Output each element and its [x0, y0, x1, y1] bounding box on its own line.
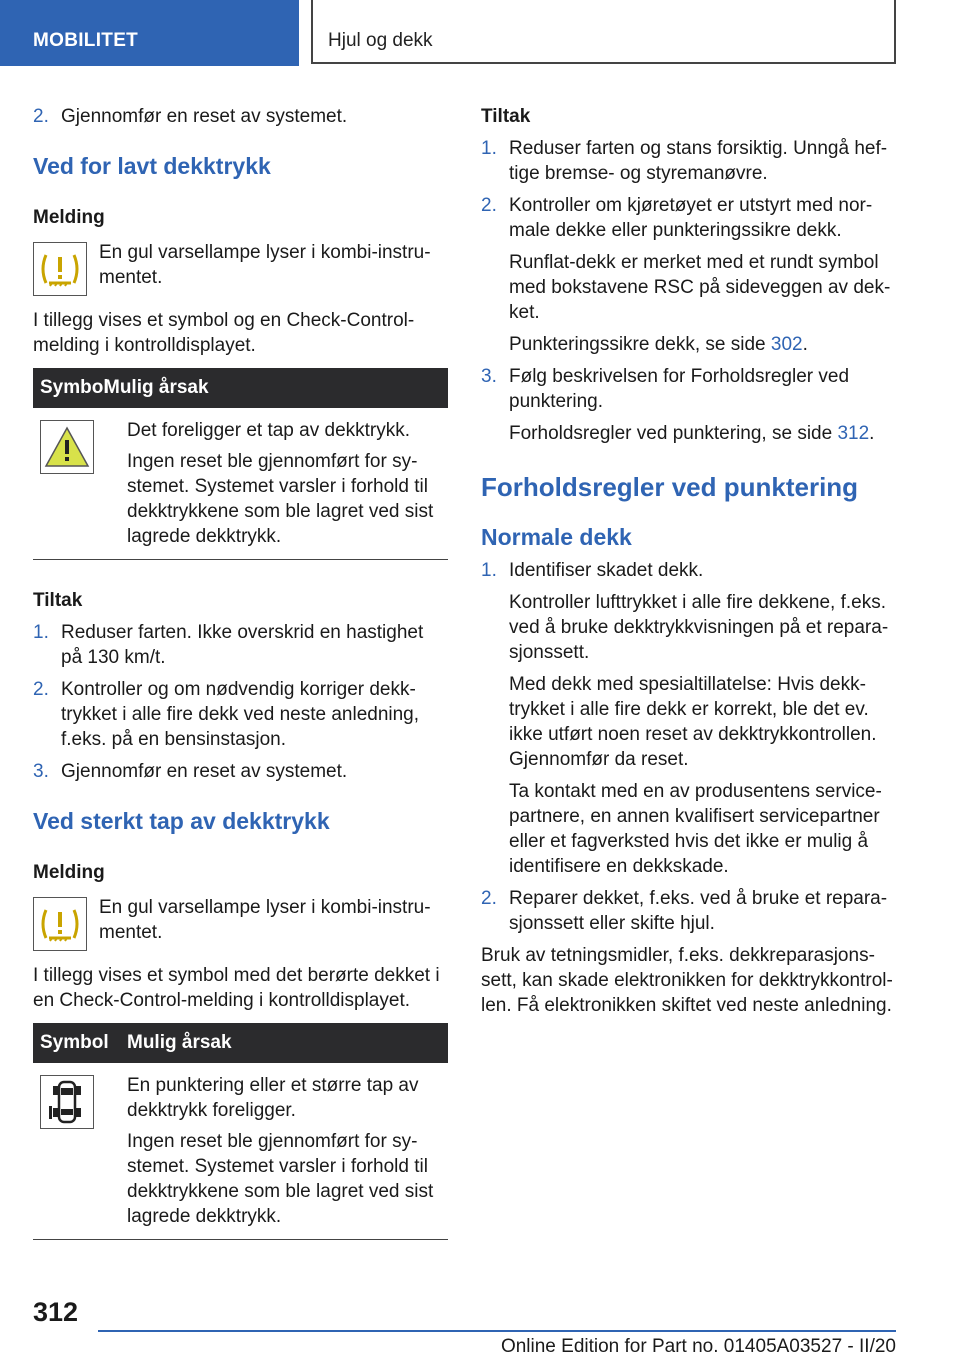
list-text: Kontroller om kjøretøyet er utstyrt med nor-male dekke eller punkteringssikre dekk. [509, 195, 873, 241]
list-item [33, 677, 448, 752]
strong-loss-heading: Ved sterkt tap av dekktrykk [33, 808, 330, 834]
list-text: Reduser farten og stans forsiktig. Unngå hef-tige bremse- og styremanøvre. [509, 138, 888, 184]
table-col-cause: Mulig årsak [127, 1032, 232, 1053]
list-number: 2. [481, 195, 497, 216]
list-number: 1. [33, 622, 49, 643]
left-column [33, 100, 448, 1240]
melding-label: Melding [33, 862, 105, 883]
list-number: 3. [481, 366, 497, 387]
list-item [481, 558, 896, 583]
melding-extra: I tillegg vises et symbol med det berørte dekket i en Check-Control-melding i kontrolldisplayet. [33, 965, 440, 1011]
page-header [0, 0, 960, 66]
tire-pressure-warning-icon [33, 242, 87, 296]
list-item [481, 136, 896, 186]
cause-text: Det foreligger et tap av dekktrykk. [127, 420, 411, 441]
table-col-symbol: Symbol [40, 1032, 109, 1053]
tiltak-list [33, 620, 448, 784]
list-text: Reduser farten. Ikke overskrid en hastighet på 130 km/t. [61, 622, 424, 668]
topic-tab: Hjul og dekk [311, 0, 896, 64]
footer-divider [98, 1330, 896, 1332]
warning-notice [33, 895, 448, 951]
right-column [481, 100, 896, 1018]
closing-paragraph: Bruk av tetningsmidler, f.eks. dekkreparasjons-sett, kan skade elektronikken for dekktrykkontrol-len. Få elektronikken skiftet ved neste anledning. [481, 945, 893, 1016]
step-note: Med dekk med spesialtillatelse: Hvis dekk-trykket i alle fire dekk er korrekt, ble det ev. ikke utført noen reset av dekktrykkontrollen. Gjennomfør da reset. [509, 674, 877, 770]
melding-label: Melding [33, 207, 105, 228]
list-item [33, 759, 448, 784]
melding-extra: I tillegg vises et symbol og en Check-Control-melding i kontrolldisplayet. [33, 310, 415, 356]
list-text: Kontroller og om nødvendig korriger dekk-trykket i alle fire dekk ved neste anledning, f.eks. på en bensinstasjon. [61, 679, 420, 750]
list-item [33, 620, 448, 670]
edition-note: Online Edition for Part no. 01405A03527 - II/20 [500, 1336, 896, 1357]
table-row [33, 1063, 448, 1240]
low-pressure-heading: Ved for lavt dekktrykk [33, 153, 271, 179]
table-row [33, 408, 448, 560]
list-number: 2. [481, 888, 497, 909]
page-number: 312 [33, 1297, 79, 1327]
main-heading: Forholdsregler ved punktering [481, 472, 859, 502]
list-text: Reparer dekket, f.eks. ved å bruke et repara-sjonssett eller skifte hjul. [509, 888, 888, 934]
page-link[interactable]: 312 [837, 423, 870, 444]
list-item [481, 193, 896, 243]
tiltak-label: Tiltak [481, 106, 531, 127]
tiltak-label: Tiltak [33, 590, 83, 611]
cause-text: Ingen reset ble gjennomført for sy-stemet. Systemet varsler i forhold til dekktrykkene som ble lagret ved sist lagrede dekktrykk. [127, 1131, 434, 1227]
step-note: Kontroller lufttrykket i alle fire dekkene, f.eks. ved å bruke dekktrykkvisningen på et repara-sjonssett. [509, 592, 889, 663]
table-header [33, 1023, 448, 1063]
list-text: Identifiser skadet dekk. [509, 560, 704, 581]
list-number: 2. [33, 106, 49, 127]
car-flat-tire-icon [40, 1075, 94, 1129]
list-item [481, 364, 896, 414]
tire-pressure-warning-icon [33, 897, 87, 951]
list-item [481, 886, 896, 936]
cross-reference: Forholdsregler ved punktering, se side 312. [509, 423, 875, 444]
section-tab: MOBILITET [0, 0, 299, 66]
list-number: 1. [481, 560, 497, 581]
list-number: 2. [33, 679, 49, 700]
list-number: 1. [481, 138, 497, 159]
step-note: Runflat-dekk er merket med et rundt symbol med bokstavene RSC på sideveggen av dek-ket. [509, 252, 891, 323]
page-link[interactable]: 302 [770, 334, 803, 355]
cause-text: En punktering eller et større tap av dekktrykk foreligger. [127, 1075, 419, 1121]
melding-text: En gul varsellampe lyser i kombi-instru-mentet. [99, 242, 431, 288]
list-item [33, 104, 448, 129]
step-note: Ta kontakt med en av produsentens service-partnere, en annen kvalifisert servicepartner eller et fagverksted hvis det ikke er mulig å identifisere en dekkskade. [509, 781, 882, 877]
cross-reference: Punkteringssikre dekk, se side 302. [509, 334, 808, 355]
list-text: Gjennomfør en reset av systemet. [61, 106, 348, 127]
cause-text: Ingen reset ble gjennomført for sy-stemet. Systemet varsler i forhold til dekktrykkene som ble lagret ved sist lagrede dekktrykk. [127, 451, 434, 547]
table-col-cause: Mulig årsak [104, 377, 209, 398]
table-col-symbol: Symbol [40, 377, 109, 398]
melding-text: En gul varsellampe lyser i kombi-instru-mentet. [99, 897, 431, 943]
warning-notice [33, 240, 448, 296]
reference-text: Punkteringssikre dekk, se side [509, 334, 771, 355]
table-header [33, 368, 448, 408]
warning-triangle-icon [40, 420, 94, 474]
normal-tires-heading: Normale dekk [481, 524, 632, 550]
list-number: 3. [33, 761, 49, 782]
list-text: Gjennomfør en reset av systemet. [61, 761, 348, 782]
list-text: Følg beskrivelsen for Forholdsregler ved punktering. [509, 366, 850, 412]
reference-text: Forholdsregler ved punktering, se side [509, 423, 838, 444]
